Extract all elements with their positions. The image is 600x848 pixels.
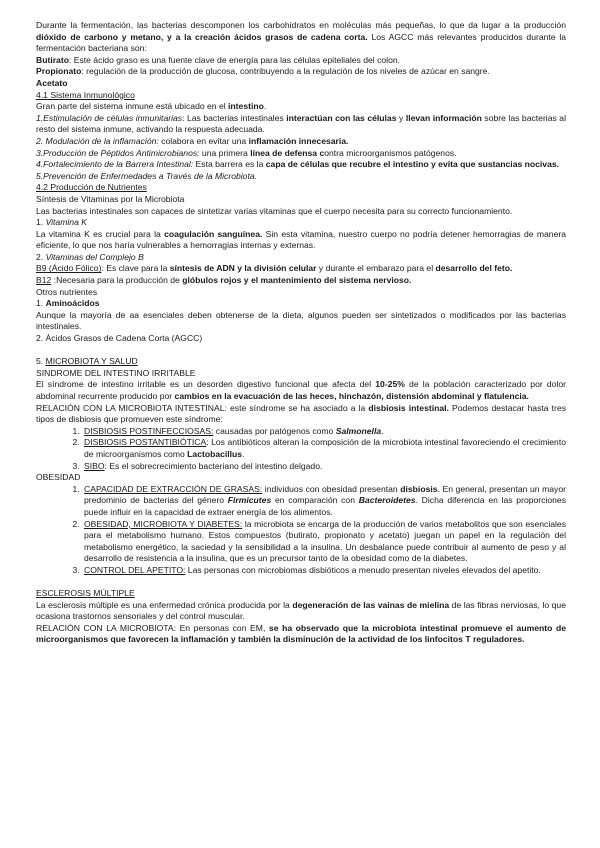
term-label: Propionato <box>36 66 82 77</box>
italic-label: 2. Modulación de la inflamación: <box>36 135 159 146</box>
text: sobre las bacterias al resto del sistema inmune, activando la respuesta adecuada. <box>36 112 566 135</box>
bold-text: glóbulos rojos y el mantenimiento del sistema nervioso. <box>182 275 412 286</box>
text: . <box>381 425 384 436</box>
underlined-label: B9 (Ácido Fólico) <box>36 263 102 274</box>
bold-text: se ha observado que la microbiota intestinal promueve el aumento de microorganismos que favorecen la inflamación y también la disminución de la actividad de los linfocitos T reguladores. <box>36 622 566 645</box>
text: Durante la fermentación, las bacterias descomponen los carbohidratos en moléculas más pequeñas, lo que da lugar a la producción <box>36 20 566 30</box>
bold-italic-text: Firmicutes <box>227 495 272 506</box>
immune-item-2 <box>36 136 566 148</box>
text: de la población caracterizado por dolor abdominal recurrente producido por <box>36 379 566 401</box>
text: : Las bacterias intestinales <box>182 112 287 123</box>
bold-text: capa de células que recubre el intestino y evita que sustancias nocivas. <box>265 159 560 170</box>
bold-text: coagulación sanguínea. <box>164 228 263 239</box>
bold-text: disbiosis intestinal. <box>368 402 449 413</box>
amino-heading <box>36 298 566 310</box>
section-title-4-2: 4.2 Producción de Nutrientes <box>36 182 147 193</box>
vitamin-k-heading <box>36 217 566 229</box>
b9-line <box>36 263 566 275</box>
underlined-label: DISBIOSIS POSTINFECCIOSAS: <box>84 425 214 436</box>
text: : Los antibióticos alteran la composición de la microbiota intestinal favoreciendo el crecimiento de microorganismos como <box>84 437 566 459</box>
vitamin-intro: Las bacterias intestinales son capaces de sintetizar varias vitaminas que el cuerpo necesita para su correcto funcionamiento. <box>36 205 513 216</box>
text: RELACIÓN CON LA MICROBIOTA INTESTINAL: este síndrome se ha asociado a la <box>36 402 369 413</box>
acetato-line: Acetato <box>36 77 68 88</box>
text: La esclerosis múltiple es una enfermedad crónica producida por la <box>36 599 293 610</box>
bold-text: intestino <box>228 101 264 112</box>
bold-text: disbiosis <box>400 483 438 494</box>
italic-label: 4.Fortalecimiento de la Barrera Intestinal: <box>36 159 194 170</box>
list-item <box>82 565 566 577</box>
text: Gran parte del sistema inmune está ubicado en el <box>36 101 229 112</box>
document-page <box>36 20 566 646</box>
text: . En general, presentan un mayor predominio de bacterias del género <box>84 483 566 506</box>
text: :Necesaria para la producción de <box>51 275 183 286</box>
underlined-label: OBESIDAD, MICROBIOTA Y DIABETES: <box>84 518 243 529</box>
underlined-label: SIBO <box>84 460 105 471</box>
spacer <box>36 577 566 589</box>
bold-text: Lactobacillus <box>187 448 243 459</box>
text: una primera <box>199 147 251 158</box>
bold-text: dióxido de carbono y metano, y a la creación ácidos grasos de cadena corta. <box>36 31 368 42</box>
text: Las personas con microbiomas disbióticos a menudo presentan niveles elevados del apetito. <box>185 564 541 575</box>
list-item <box>82 426 566 438</box>
bold-text: síntesis de ADN y la división celular <box>169 263 317 274</box>
italic-label: Vitaminas del Complejo B <box>45 251 144 262</box>
bold-text: inflamación innecesaria. <box>248 135 349 146</box>
immune-intro <box>36 101 566 113</box>
text: en comparación con <box>271 495 359 506</box>
bold-italic-text: Bacteroidetes <box>358 495 416 506</box>
text: : Este ácido graso es una fuente clave de energía para las células epiteliales del colon. <box>68 54 401 65</box>
section-title-4-1: 4.1 Sistema Inmunológico <box>36 89 135 100</box>
section-title-5 <box>36 356 566 368</box>
text: . <box>263 101 267 112</box>
dysbiosis-list <box>36 426 566 472</box>
immune-item-5: 5.Prevención de Enfermedades a Través de la Microbiota. <box>36 170 258 181</box>
text: : Es clave para la <box>101 263 170 274</box>
text: causadas por patógenos como <box>213 425 336 436</box>
underlined-label: DISBIOSIS POSTANTIBIÓTICA <box>84 437 207 448</box>
b12-line <box>36 275 566 287</box>
text: Los AGCC más relevantes producidos durante la fermentación bacteriana son: <box>36 31 567 54</box>
bold-text: Aminoácidos <box>45 298 100 309</box>
number: 1. <box>36 298 46 309</box>
text: individuos con obesidad presentan <box>262 483 401 494</box>
list-item <box>82 484 566 519</box>
obesity-heading: OBESIDAD <box>36 472 81 483</box>
spacer <box>36 345 566 357</box>
bold-text: degeneración de las vainas de mielina <box>292 599 450 610</box>
em-heading: ESCLEROSIS MÚLTIPLE <box>36 588 135 599</box>
sii-text <box>36 379 566 402</box>
text: : regulación de la producción de glucosa, contribuyendo a la regulación de los niveles de azúcar en sangre. <box>81 66 490 77</box>
text: ontra microorganismos patógenos. <box>324 147 457 158</box>
list-item <box>82 437 566 460</box>
text: de las fibras nerviosas, lo que ocasiona trastornos sensoriales y del control muscular. <box>36 599 566 622</box>
bold-italic-text: Salmonella <box>335 425 382 436</box>
immune-item-4 <box>36 159 566 171</box>
bold-text: desarrollo del feto. <box>435 263 513 274</box>
list-item <box>82 519 566 565</box>
underlined-title: MICROBIOTA Y SALUD <box>45 356 138 367</box>
text: RELACIÓN CON LA MICROBIOTA: En personas con EM, <box>36 622 269 633</box>
sii-relation <box>36 403 566 426</box>
underlined-label: CONTROL DEL APETITO: <box>84 564 186 575</box>
text: y <box>396 112 406 123</box>
text: colabora en evitar una <box>158 135 249 146</box>
sii-heading: SINDROME DEL INTESTINO IRRITABLE <box>36 367 196 378</box>
em-relation <box>36 623 566 646</box>
text: y durante el embarazo para el <box>316 263 436 274</box>
text: Sin esta vitamina, nuestro cuerpo no podría detener hemorragias de manera eficiente, lo que nos haría vulnerables a hemorragias internas y externas. <box>36 228 566 251</box>
text: El síndrome de intestino irritable es un desorden digestivo funcional que afecta del <box>36 379 376 390</box>
amino-text: Aunque la mayoría de aa esenciales deben obtenerse de la dieta, algunos pueden ser sintetizados o modificados por las bacterias intestinales. <box>36 309 566 332</box>
text: Podemos destacar hasta tres tipos de disbiosis que promueven este síndrome: <box>36 402 566 425</box>
term-label: Butirato <box>36 54 69 65</box>
text: La vitamina K es crucial para la <box>36 228 165 239</box>
number: 1. <box>36 217 46 228</box>
bold-text: llevan información <box>405 112 482 123</box>
italic-label: 3.Producción de Péptidos Antimicrobianos: <box>36 147 200 158</box>
number: 5. <box>36 356 46 367</box>
text: la microbiota se encarga de la producción de varios metabolitos que son esenciales para el metabolismo humano. Estos compuestos (butirato, propionato y acetato) juegan un papel en la regulación del metabolismo energético, la saciedad y la sensibilidad a la insulina. Un desbalance puede contribuir al aumento de peso y al desarrollo de resistencia a la insulina, que es un precursor tanto de la obesidad como de la diabetes. <box>84 518 566 564</box>
bold-text: interactúan con las células <box>286 112 397 123</box>
fermentation-paragraph <box>36 20 566 55</box>
immune-item-1 <box>36 113 566 136</box>
number: 2. <box>36 251 46 262</box>
agcc-line: 2. Ácidos Grasos de Cadena Corta (AGCC) <box>36 333 203 344</box>
vitamin-synthesis-subtitle: Síntesis de Vitaminas por la Microbiota <box>36 193 185 204</box>
underlined-label: CAPACIDAD DE EXTRACCIÓN DE GRASAS: <box>84 483 263 494</box>
em-text <box>36 600 566 623</box>
bold-text: cambios en la evacuación de las heces, hinchazón, distensión abdominal y flatulencia. <box>174 391 529 401</box>
bold-text: 10-25% <box>375 379 405 390</box>
text: . Dicha diferencia en las proporciones puede influir en la capacidad de extraer energía de los alimentos. <box>84 495 566 517</box>
vitamin-b-heading <box>36 252 566 264</box>
bold-text: línea de defensa c <box>250 147 325 158</box>
immune-item-3 <box>36 148 566 160</box>
propionato-line <box>36 66 566 78</box>
vitamin-k-text <box>36 229 566 252</box>
italic-label: 1.Estimulación de células inmunitarias <box>36 112 183 123</box>
underlined-label: B12 <box>36 275 52 286</box>
list-item <box>82 461 566 473</box>
text: Esta barrera es la <box>193 159 266 170</box>
italic-label: Vitamina K <box>45 217 87 228</box>
text: . <box>242 448 245 459</box>
other-nutrients-heading: Otros nutrientes <box>36 286 98 297</box>
obesity-list <box>36 484 566 577</box>
butirato-line <box>36 55 566 67</box>
text: : Es el sobrecrecimiento bacteriano del intestino delgado. <box>104 460 323 471</box>
